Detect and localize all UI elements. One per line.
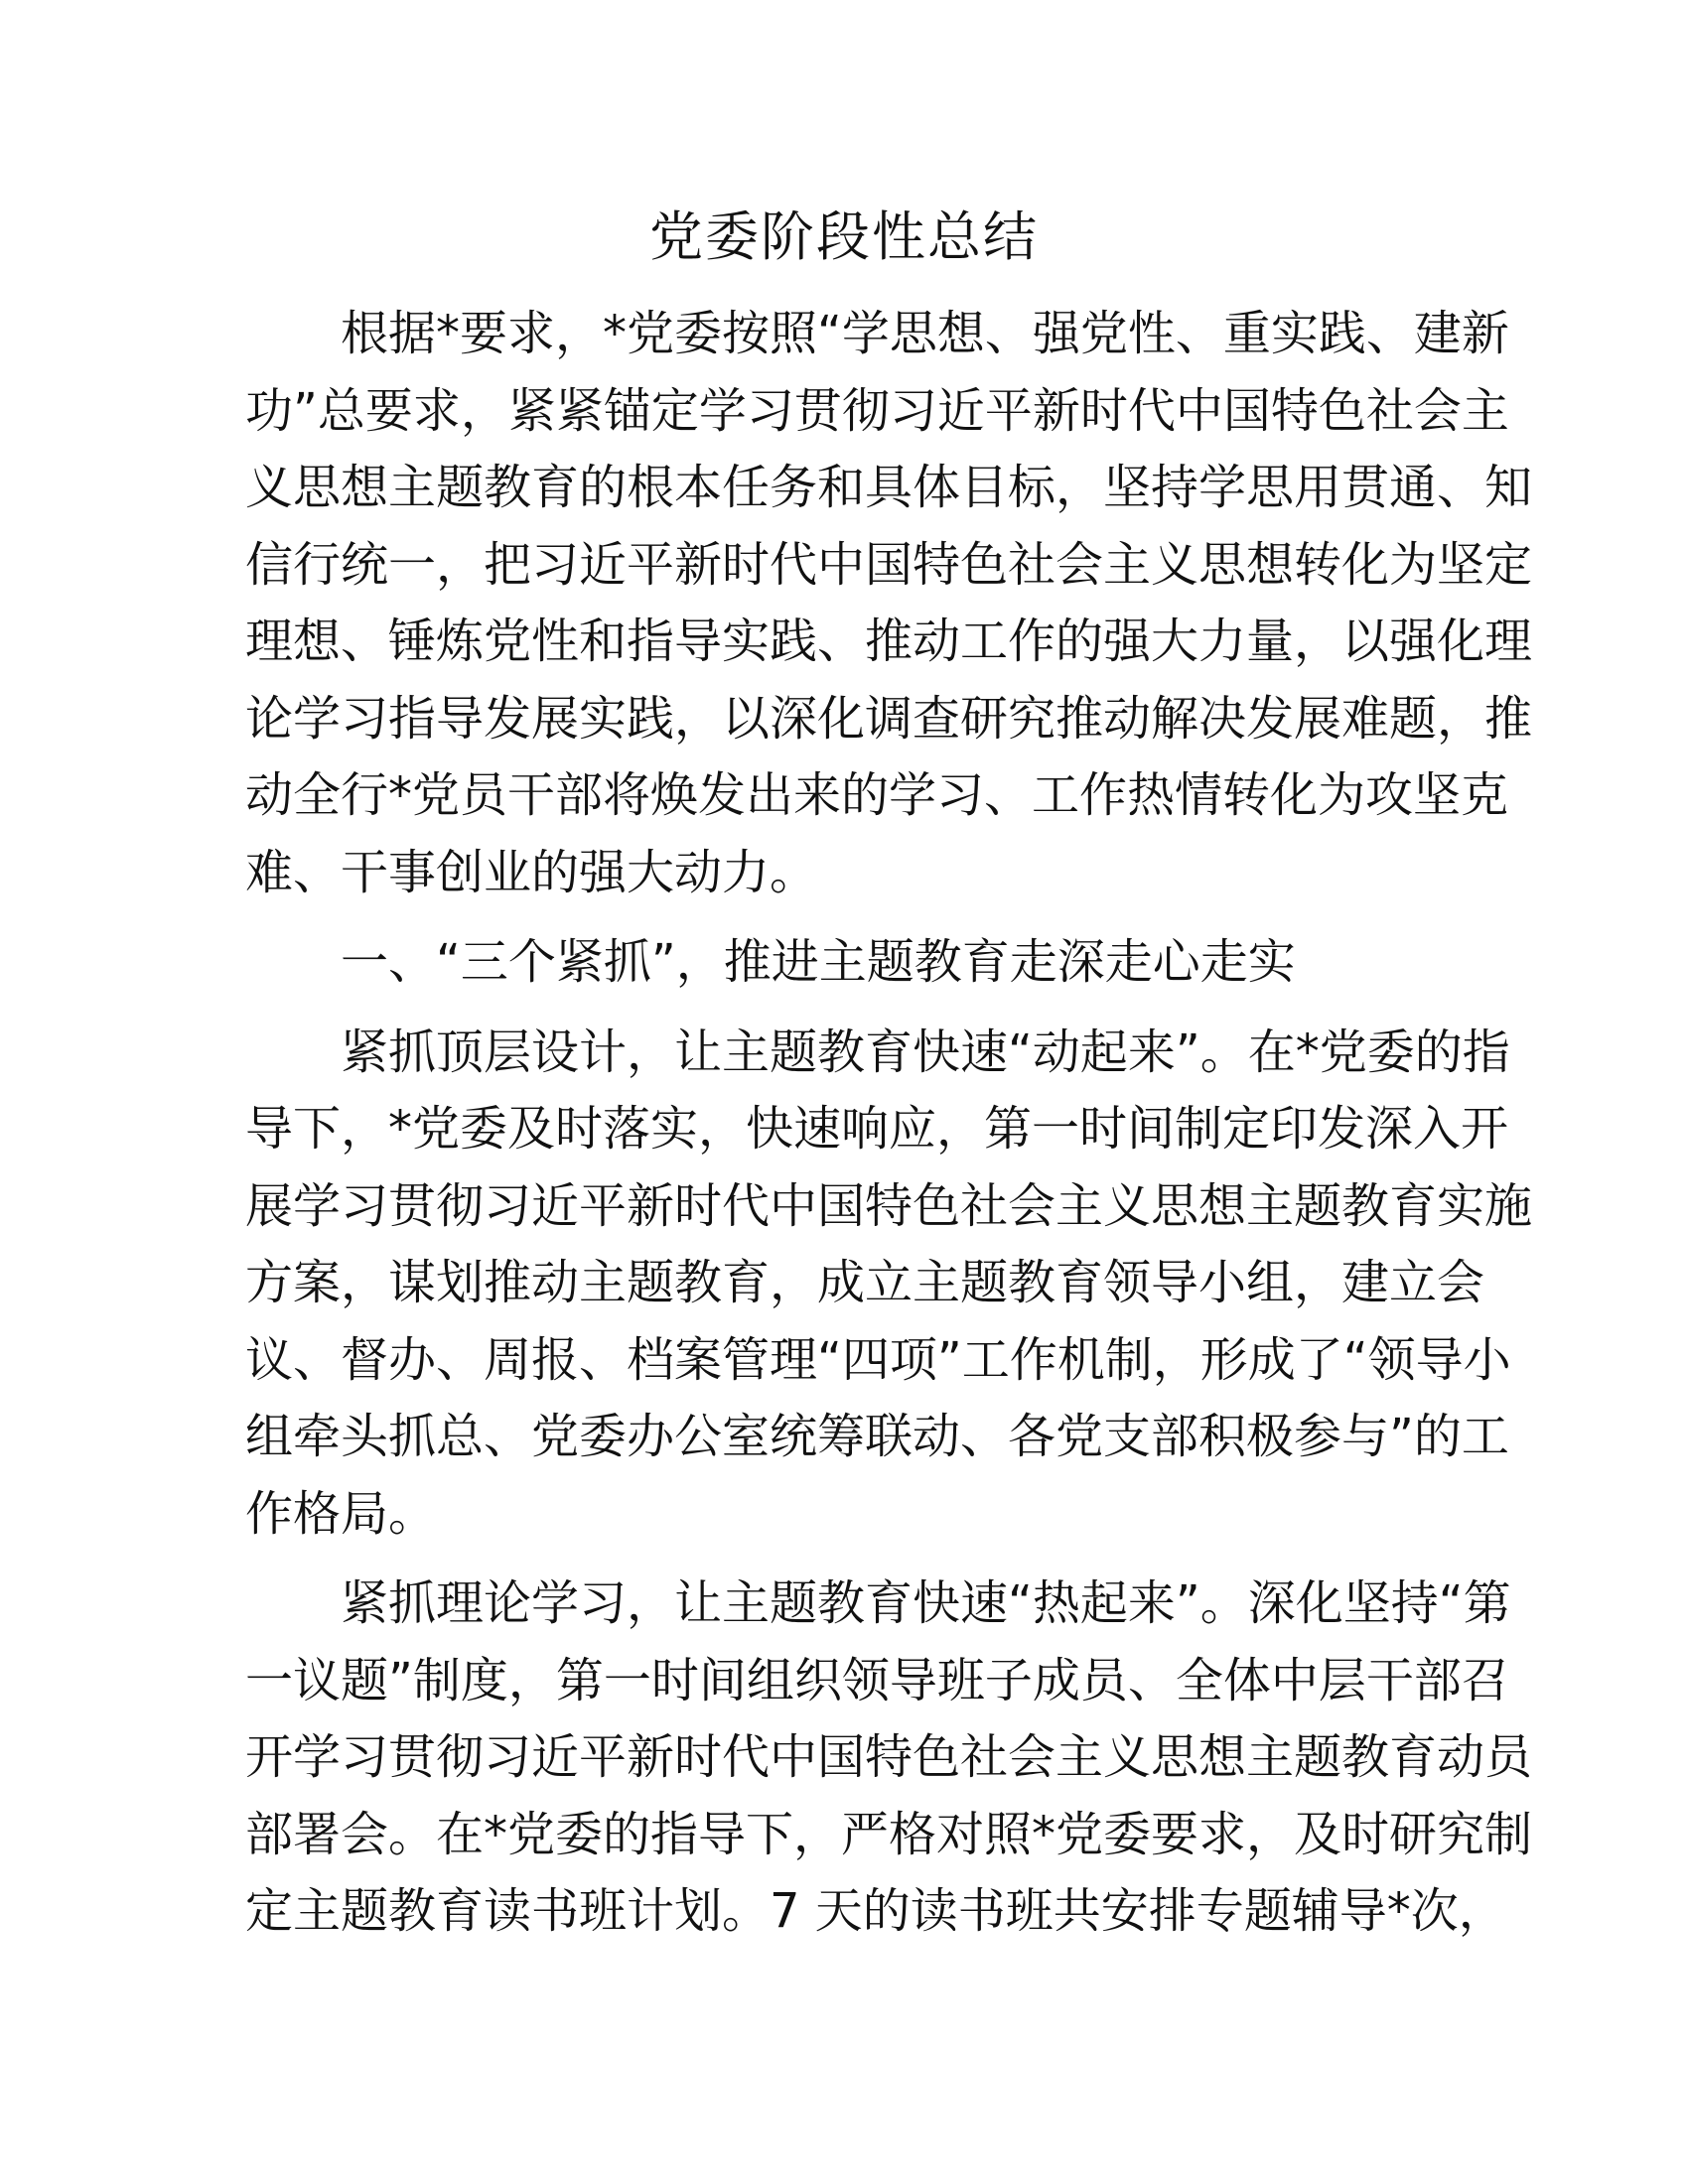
text-line: 根据*要求，*党委按照“学思想、强党性、重实践、建新 xyxy=(341,306,1509,361)
document-title: 党委阶段性总结 xyxy=(649,205,1039,268)
text-line: 理想、锤炼党性和指导实践、推动工作的强大力量，以强化理 xyxy=(245,614,1533,669)
text-line: 紧抓顶层设计，让主题教育快速“动起来”。在*党委的指 xyxy=(341,1024,1510,1080)
text-line: 论学习指导发展实践，以深化调查研究推动解决发展难题，推 xyxy=(245,690,1533,747)
text-line: 导下，*党委及时落实，快速响应，第一时间制定印发深入开 xyxy=(245,1101,1509,1157)
document-body xyxy=(245,296,1533,1964)
text-line: 信行统一，把习近平新时代中国特色社会主义思想转化为坚定 xyxy=(245,536,1533,593)
text-line: 难、干事创业的强大动力。 xyxy=(245,844,818,900)
section-heading xyxy=(245,924,1427,1002)
text-line: 定主题教育读书班计划。7 天的读书班共安排专题辅导*次， xyxy=(245,1883,1506,1939)
text-line: 部署会。在*党委的指导下，严格对照*党委要求，及时研究制 xyxy=(245,1806,1533,1862)
paragraph xyxy=(245,1566,1533,1951)
text-line: 一、“三个紧抓”，推进主题教育走深走心走实 xyxy=(341,934,1296,990)
text-line: 议、督办、周报、档案管理“四项”工作机制，形成了“领导小 xyxy=(245,1331,1511,1388)
text-line: 义思想主题教育的根本任务和具体目标，坚持学思用贯通、知 xyxy=(245,460,1533,515)
text-line: 组牵头抓总、党委办公室统筹联动、各党支部积极参与”的工 xyxy=(245,1409,1509,1464)
text-line: 方案，谋划推动主题教育，成立主题教育领导小组，建立会 xyxy=(245,1255,1485,1310)
text-line: 动全行*党员干部将焕发出来的学习、工作热情转化为攻坚克 xyxy=(245,767,1509,823)
text-line: 开学习贯彻习近平新时代中国特色社会主义思想主题教育动员 xyxy=(245,1729,1533,1785)
text-line: 功”总要求，紧紧锚定学习贯彻习近平新时代中国特色社会主 xyxy=(245,382,1509,439)
paragraph xyxy=(245,296,1533,911)
text-line: 一议题”制度，第一时间组织领导班子成员、全体中层干部召 xyxy=(245,1652,1509,1708)
paragraph xyxy=(245,1015,1533,1554)
text-line: 紧抓理论学习，让主题教育快速“热起来”。深化坚持“第 xyxy=(341,1575,1511,1631)
text-line: 展学习贯彻习近平新时代中国特色社会主义思想主题教育实施 xyxy=(245,1177,1533,1234)
text-line: 作格局。 xyxy=(245,1485,437,1542)
